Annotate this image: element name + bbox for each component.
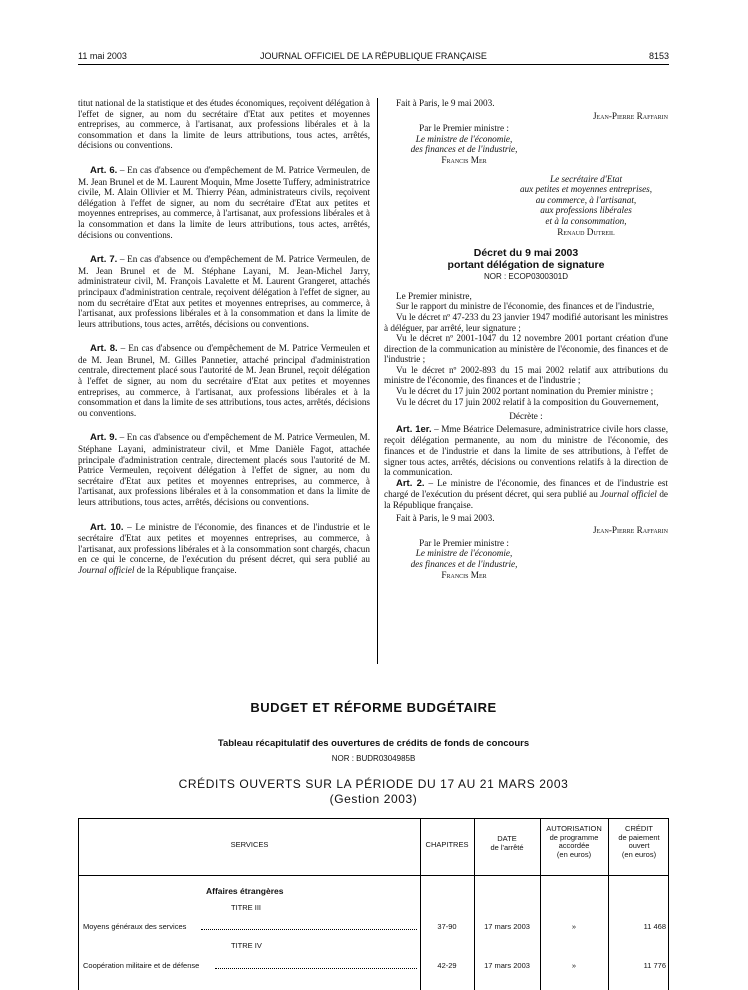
header-date: 11 mai 2003: [78, 51, 127, 61]
credits-title-main: CRÉDITS OUVERTS SUR LA PÉRIODE DU 17 AU 21 MARS 2003: [178, 777, 569, 791]
signature-raffarin-1: Jean-Pierre Raffarin: [592, 110, 668, 121]
minister-signature-block-2: [384, 538, 544, 580]
row1-chapitre: 37-90: [437, 922, 457, 931]
minister-title-1b: des finances et de l'industrie,: [410, 144, 518, 155]
titre-iv: TITRE IV: [231, 941, 262, 950]
row1-autorisation: »: [571, 922, 577, 931]
minister-name-2: Francis Mer: [441, 569, 487, 580]
credits-table: [78, 818, 669, 990]
row1-service: Moyens généraux des services: [83, 922, 187, 931]
tableau-nor: NOR : BUDR0304985B: [331, 754, 416, 763]
row2-date: 17 mars 2003: [484, 961, 530, 970]
credits-title-sub: (Gestion 2003): [329, 792, 418, 806]
right-column: [384, 98, 668, 580]
minister-title-1a: Le ministre de l'économie,: [415, 133, 513, 144]
secretary-name: Renaud Dutreil: [557, 226, 615, 237]
section-affaires-etrangeres: Affaires étrangères: [206, 886, 284, 896]
secretary-title-a: Le secrétaire d'Etat: [549, 173, 623, 184]
secretary-title-c: au commerce, à l'artisanat,: [535, 194, 637, 205]
secretary-title-e: et à la consommation,: [545, 215, 627, 226]
decret-nor: NOR : ECOP0300301D: [483, 272, 569, 282]
th-services: SERVICES: [230, 840, 269, 849]
th-date: DATE de l'arrêté: [490, 834, 524, 852]
header-journal-title: JOURNAL OFFICIEL DE LA RÉPUBLIQUE FRANÇAISE: [260, 51, 487, 61]
secretary-title-d: aux professions libérales: [540, 205, 632, 216]
decrete: Décrète :: [509, 411, 543, 422]
page-header: [78, 51, 669, 65]
article-2: Art. 2. – Le ministre de l'économie, des finances et de l'industrie est chargé de l'exécution du présent décret, qui sera publié au Journal officiel de la République française.: [384, 477, 669, 510]
minister-name-1: Francis Mer: [441, 154, 487, 165]
row1-credit: 11 468: [643, 922, 666, 931]
article-10: Art. 10. – Le ministre de l'économie, des finances et de l'industrie et le secrétaire d'Etat aux petites et moyennes entreprises, au commerce, à l'artisanat, aux professions libérales et à la consommation sont chargés, chacun en ce qui le concerne, de l'exécution du présent décret, qui sera publié au Journal officiel de la République française.: [78, 521, 370, 575]
par-premier-ministre-2: Par le Premier ministre :: [419, 537, 509, 548]
row1-date: 17 mars 2003: [484, 922, 530, 931]
header-page-number: 8153: [648, 51, 669, 61]
article-9: Art. 9. – En cas d'absence ou d'empêchement de M. Patrice Vermeulen, M. Stéphane Layani, administrateur civil, et Mme Danièle Fagot, attachée principale d'administration centrale, directement placés sous l'autorité de M. Patrice Vermeulen, reçoivent délégation à l'effet de signer, au nom du secrétaire d'Etat aux petites et moyennes entreprises, au commerce, à l'artisanat, aux professions libérales et à la consommation et dans la limite de leurs attributions, tous actes, arrêtés, décisions ou conventions.: [78, 432, 370, 507]
row2-service: Coopération militaire et de défense: [83, 961, 200, 970]
visa-6: Vu le décret du 17 juin 2002 relatif à la composition du Gouvernement,: [396, 396, 659, 407]
decret-title-line2: portant délégation de signature: [447, 259, 605, 272]
decret-title-line1: Décret du 9 mai 2003: [473, 247, 579, 260]
row2-chapitre: 42-29: [437, 961, 457, 970]
par-premier-ministre-1: Par le Premier ministre :: [419, 123, 509, 134]
signature-raffarin-2: Jean-Pierre Raffarin: [592, 525, 668, 536]
header-rule: [78, 64, 669, 65]
article-1: Art. 1er. – Mme Béatrice Delemasure, administratrice civile hors classe, reçoit délégation permanente, au nom du ministre de l'économie, des finances et de l'industrie et dans la limite de ses attributions, à l'effet de signer tous actes, arrêtés, décisions ou conventions relatifs à la direction de la communication.: [384, 423, 668, 478]
row1-leader-dots: [201, 929, 417, 930]
titre-iii: TITRE III: [231, 903, 261, 912]
left-column: [78, 98, 370, 590]
visa-1: Sur le rapport du ministre de l'économie, des finances et de l'industrie,: [396, 301, 655, 312]
article-6: Art. 6. – En cas d'absence ou d'empêchement de M. Patrice Vermeulen, de M. Jean Brunel et de M. Laurent Moquin, Mme Josette Tuffery, administratrice civile, M. Alain Ollivier et M. Thierry Péan, administrateurs civils, reçoivent délégation à l'effet de signer, au nom du secrétaire d'Etat aux petites et moyennes entreprises, au commerce, à l'artisanat, aux professions libérales et à la consommation et dans la limite de leurs attributions, tous actes, arrêtés, décisions ou conventions.: [78, 164, 370, 240]
paragraph-continuation: titut national de la statistique et des études économiques, reçoivent délégation à l'effet de signer, au nom du secrétaire d'Etat aux petites et moyennes entreprises, au commerce, à l'artisanat, aux professions libérales et à la consommation et dans la limite de leurs attributions, tous actes, arrêtés, décisions ou conventions.: [78, 98, 370, 151]
section-heading-budget: BUDGET ET RÉFORME BUDGÉTAIRE: [250, 700, 497, 715]
fait-a-paris-1: Fait à Paris, le 9 mai 2003.: [396, 98, 495, 108]
table-header-rule: [79, 875, 668, 876]
visa-2: Vu le décret nº 47-233 du 23 janvier 1947 modifié autorisant les ministres à déléguer, par arrêté, leur signature ;: [384, 311, 668, 333]
fait-a-paris-2: Fait à Paris, le 9 mai 2003.: [396, 512, 495, 523]
premier-ministre: Le Premier ministre,: [396, 290, 472, 301]
th-chapitres: CHAPITRES: [425, 840, 469, 849]
th-autorisation: AUTORISATION de programme accordée (en euros): [546, 824, 602, 859]
column-divider: [377, 98, 378, 664]
tableau-title: Tableau récapitulatif des ouvertures de crédits de fonds de concours: [217, 738, 530, 749]
visa-5: Vu le décret du 17 juin 2002 portant nomination du Premier ministre ;: [396, 386, 654, 397]
th-credit: CRÉDIT de paiement ouvert (en euros): [618, 824, 660, 859]
secretary-signature-block: [504, 174, 668, 238]
visa-3: Vu le décret nº 2001-1047 du 12 novembre 2001 portant création d'une direction de la communication au ministère de l'économie, des finances et de l'industrie ;: [384, 333, 668, 365]
row2-credit: 11 776: [643, 961, 666, 970]
row2-autorisation: »: [571, 961, 577, 970]
row2-leader-dots: [215, 968, 417, 969]
minister-signature-block-1: [384, 123, 544, 165]
minister-title-2b: des finances et de l'industrie,: [410, 558, 518, 569]
credits-title: [78, 777, 669, 807]
article-7: Art. 7. – En cas d'absence ou d'empêchement de M. Patrice Vermeulen, de M. Jean Brunel et de M. Stéphane Layani, M. Jean-Michel Jarry, administrateur civil, M. François Lavalette et M. Laurent Grangeret, attachés principaux d'administration centrale, reçoivent délégation à l'effet de signer, au nom du secrétaire d'Etat aux petites et moyennes entreprises, au commerce, à l'artisanat, aux professions libérales et à la consommation et dans la limite de leurs attributions, tous actes, arrêtés, décisions ou conventions.: [78, 254, 370, 329]
secretary-title-b: aux petites et moyennes entreprises,: [519, 184, 653, 195]
visa-4: Vu le décret nº 2002-893 du 15 mai 2002 relatif aux attributions du ministre de l'économie, des finances et de l'industrie ;: [384, 364, 668, 386]
article-8: Art. 8. – En cas d'absence ou d'empêchement de M. Patrice Vermeulen et de M. Jean Brunel, M. Gilles Pannetier, attaché principal d'administration centrale, directement placé sous l'autorité de M. Jean Brunel, reçoit délégation à l'effet de signer, au nom du secrétaire d'Etat aux petites et moyennes entreprises, au commerce, à l'artisanat, aux professions libérales et à la consommation et dans la limite de ses attributions, tous actes, arrêtés, décisions ou conventions.: [78, 343, 370, 418]
minister-title-2a: Le ministre de l'économie,: [415, 548, 513, 559]
